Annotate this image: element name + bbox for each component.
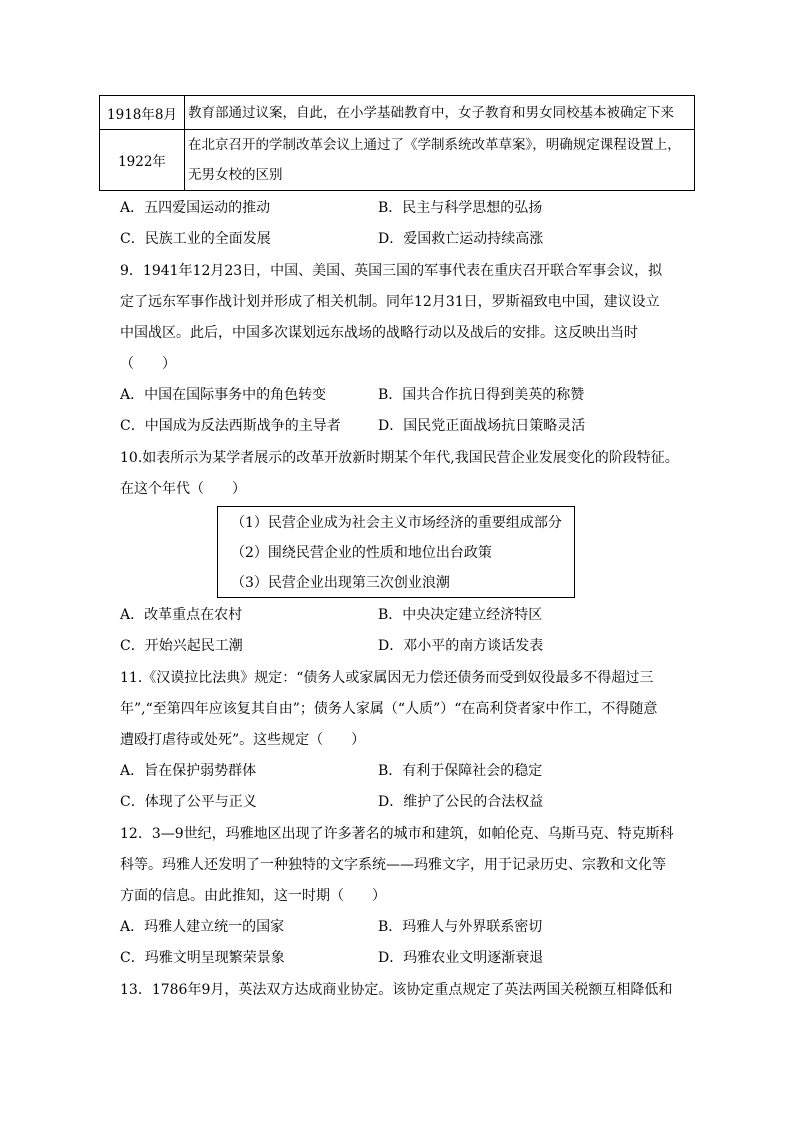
q9-option-d[interactable]: D．国民党正面战场抗日策略灵活 <box>378 418 586 434</box>
table-row <box>100 130 695 191</box>
q12-option-a[interactable]: A．玛雅人建立统一的国家 <box>120 919 285 935</box>
q12-option-c[interactable]: C．玛雅文明呈现繁荣景象 <box>120 950 285 966</box>
q12-stem-line: 方面的信息。由此推知，这一时期（ ） <box>120 888 386 904</box>
q12-option-d[interactable]: D．玛雅农业文明逐渐衰退 <box>378 950 544 966</box>
box-item: （2）围绕民营企业的性质和地位出台政策 <box>231 545 492 561</box>
q9-option-b[interactable]: B．国共合作抗日得到美英的称赞 <box>378 387 585 403</box>
q12-option-b[interactable]: B．玛雅人与外界联系密切 <box>378 919 543 935</box>
q11-option-c[interactable]: C．体现了公平与正义 <box>120 794 257 810</box>
q8-option-c[interactable]: C．民族工业的全面发展 <box>120 231 271 247</box>
q12-stem-line: 科等。玛雅人还发明了一种独特的文字系统——玛雅文字，用于记录历史、宗教和文化等 <box>120 857 666 873</box>
table-row <box>100 96 695 130</box>
q10-option-d[interactable]: D．邓小平的南方谈话发表 <box>378 638 544 654</box>
box-item: （1）民营企业成为社会主义市场经济的重要组成部分 <box>231 515 562 531</box>
q13-stem-line: 13．1786年9月，英法双方达成商业协定。该协定重点规定了英法两国关税额互相降低和 <box>120 982 673 998</box>
q11-option-d[interactable]: D．维护了公民的合法权益 <box>378 794 544 810</box>
q11-stem-line: 11.《汉谟拉比法典》规定：“债务人或家属因无力偿还债务而受到奴役最多不得超过三 <box>120 670 654 686</box>
q10-option-a[interactable]: A．改革重点在农村 <box>120 607 243 623</box>
q9-stem-line: 9．1941年12月23日，中国、美国、英国三国的军事代表在重庆召开联合军事会议，拟 <box>120 263 663 279</box>
table-cell-year: 1918年8月 <box>100 96 185 130</box>
box-item: （3）民营企业出现第三次创业浪潮 <box>231 575 450 591</box>
q11-stem-line: 遭殴打虐待或处死”。这些规定（ ） <box>120 732 366 748</box>
q10-stem-line: 10.如表所示为某学者展示的改革开放新时期某个年代,我国民营企业发展变化的阶段特征。 <box>120 450 679 466</box>
q9-option-c[interactable]: C．中国成为反法西斯战争的主导者 <box>120 418 341 434</box>
q11-stem-line: 年”,“至第四年应该复其自由”；债务人家属（“人质”）“在高利贷者家中作工，不得随意 <box>120 701 658 717</box>
q9-option-a[interactable]: A．中国在国际事务中的角色转变 <box>120 387 327 403</box>
q8-option-d[interactable]: D．爱国救亡运动持续高涨 <box>378 231 544 247</box>
table-cell-year: 1922年 <box>100 130 185 191</box>
q8-option-b[interactable]: B．民主与科学思想的弘扬 <box>378 200 543 216</box>
q10-option-b[interactable]: B．中央决定建立经济特区 <box>378 607 543 623</box>
q9-stem-line: 定了远东军事作战计划并形成了相关机制。同年12月31日，罗斯福致电中国，建议设立 <box>120 294 660 310</box>
q9-answer-blank: （ ） <box>120 356 176 372</box>
q8-option-a[interactable]: A．五四爱国运动的推动 <box>120 200 271 216</box>
q12-stem-line: 12．3—9世纪，玛雅地区出现了许多著名的城市和建筑，如帕伦克、乌斯马克、特克斯科 <box>120 826 674 842</box>
q10-option-c[interactable]: C．开始兴起民工潮 <box>120 638 243 654</box>
table-cell-event: 在北京召开的学制改革会议上通过了《学制系统改革草案》，明确规定课程设置上，无男女校的区别 <box>185 130 695 191</box>
q9-stem-line: 中国战区。此后，中国多次谋划远东战场的战略行动以及战后的安排。这反映出当时 <box>120 325 638 341</box>
q11-option-a[interactable]: A．旨在保护弱势群体 <box>120 763 257 779</box>
q10-feature-box <box>217 506 575 598</box>
table-cell-event: 教育部通过议案，自此，在小学基础教育中，女子教育和男女同校基本被确定下来 <box>185 96 695 130</box>
q11-option-b[interactable]: B．有利于保障社会的稳定 <box>378 763 543 779</box>
q10-stem-line: 在这个年代（ ） <box>120 481 246 497</box>
history-table <box>99 95 695 191</box>
